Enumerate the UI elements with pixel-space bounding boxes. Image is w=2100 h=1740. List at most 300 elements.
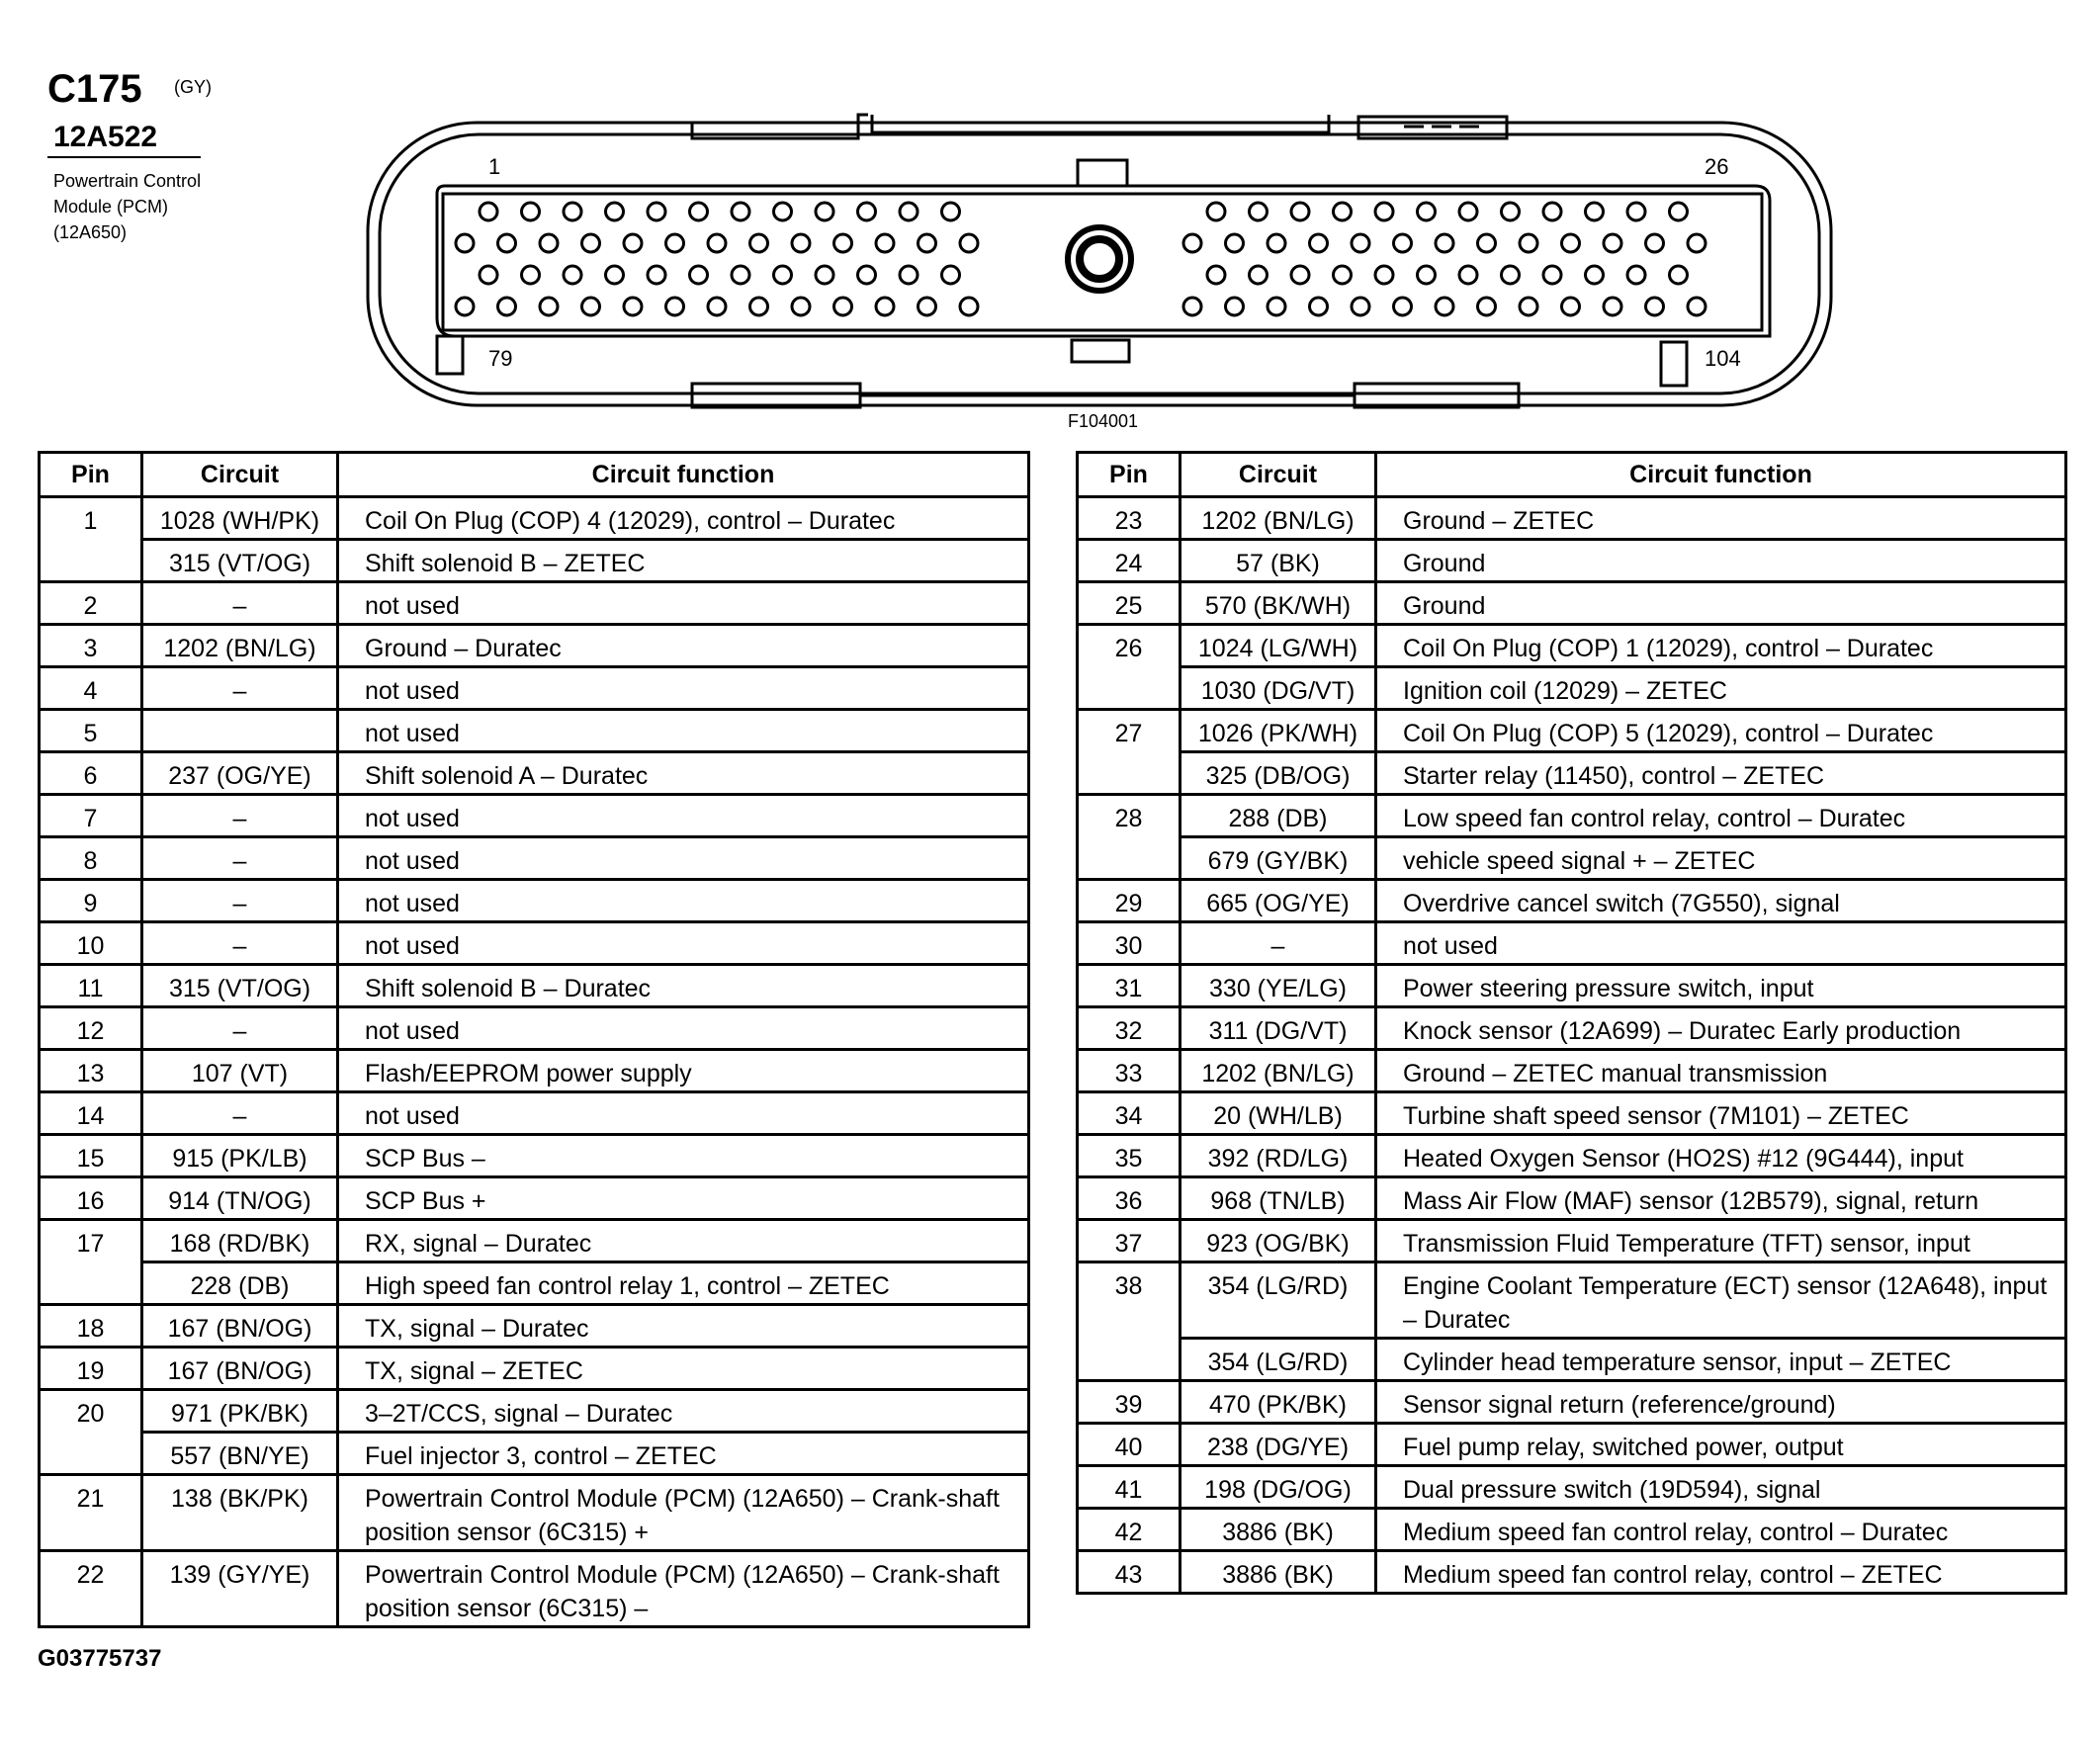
table-row bbox=[1078, 667, 2066, 710]
table-row bbox=[1078, 582, 2066, 625]
pin-number: 14 bbox=[40, 1092, 142, 1135]
table-row bbox=[1078, 710, 2066, 752]
table-row bbox=[1078, 1262, 2066, 1339]
table-row bbox=[1078, 965, 2066, 1007]
circuit-code: 1202 (BN/LG) bbox=[1181, 497, 1376, 540]
pin-number: 27 bbox=[1078, 710, 1181, 795]
table-row bbox=[1078, 752, 2066, 795]
latch-post-right bbox=[1661, 342, 1687, 386]
pin-hole bbox=[1436, 234, 1453, 252]
circuit-code: 1028 (WH/PK) bbox=[142, 497, 338, 540]
pin-hole bbox=[1226, 234, 1244, 252]
pin-hole bbox=[1459, 266, 1477, 284]
pin-number: 43 bbox=[1078, 1551, 1181, 1594]
table-row bbox=[40, 1135, 1029, 1177]
circuit-code: – bbox=[142, 1092, 338, 1135]
circuit-code: 1202 (BN/LG) bbox=[142, 625, 338, 667]
header-circuit: Circuit bbox=[1181, 453, 1376, 497]
circuit-function: 3–2T/CCS, signal – Duratec bbox=[338, 1390, 1029, 1433]
pin-number: 3 bbox=[40, 625, 142, 667]
connector-color: (GY) bbox=[174, 77, 212, 97]
circuit-function: Starter relay (11450), control – ZETEC bbox=[1376, 752, 2066, 795]
pin-hole bbox=[960, 298, 978, 315]
circuit-code: 107 (VT) bbox=[142, 1050, 338, 1092]
table-row bbox=[40, 582, 1029, 625]
circuit-function: Shift solenoid B – Duratec bbox=[338, 965, 1029, 1007]
circuit-function: Ground – Duratec bbox=[338, 625, 1029, 667]
table-row bbox=[40, 1305, 1029, 1348]
pin-number: 42 bbox=[1078, 1509, 1181, 1551]
circuit-code: 1024 (LG/WH) bbox=[1181, 625, 1376, 667]
pin-hole bbox=[792, 234, 810, 252]
pin-hole bbox=[1268, 234, 1285, 252]
table-row bbox=[1078, 1007, 2066, 1050]
circuit-function: Fuel pump relay, switched power, output bbox=[1376, 1424, 2066, 1466]
circuit-function: Shift solenoid B – ZETEC bbox=[338, 540, 1029, 582]
pin-hole bbox=[1562, 234, 1580, 252]
circuit-function: not used bbox=[338, 667, 1029, 710]
pin-hole bbox=[1310, 298, 1328, 315]
circuit-code: – bbox=[142, 795, 338, 837]
circuit-code: 679 (GY/BK) bbox=[1181, 837, 1376, 880]
pin-hole bbox=[564, 203, 581, 220]
circuit-code: 354 (LG/RD) bbox=[1181, 1262, 1376, 1339]
table-row bbox=[1078, 922, 2066, 965]
pin-number: 41 bbox=[1078, 1466, 1181, 1509]
pinout-table-left bbox=[38, 451, 1030, 1628]
circuit-function: not used bbox=[338, 582, 1029, 625]
circuit-function: Ignition coil (12029) – ZETEC bbox=[1376, 667, 2066, 710]
circuit-code: 167 (BN/OG) bbox=[142, 1348, 338, 1390]
circuit-code: 198 (DG/OG) bbox=[1181, 1466, 1376, 1509]
pin-hole bbox=[1502, 266, 1520, 284]
pin-hole bbox=[522, 203, 540, 220]
circuit-code: 392 (RD/LG) bbox=[1181, 1135, 1376, 1177]
circuit-function: Overdrive cancel switch (7G550), signal bbox=[1376, 880, 2066, 922]
pin-hole bbox=[1478, 298, 1496, 315]
circuit-code: – bbox=[142, 922, 338, 965]
pin-number: 2 bbox=[40, 582, 142, 625]
pin-number: 5 bbox=[40, 710, 142, 752]
table-row bbox=[1078, 1177, 2066, 1220]
circuit-code: 914 (TN/OG) bbox=[142, 1177, 338, 1220]
table-row bbox=[40, 1262, 1029, 1305]
pin-number: 15 bbox=[40, 1135, 142, 1177]
pin-hole bbox=[1670, 203, 1688, 220]
pin-hole bbox=[1375, 203, 1393, 220]
circuit-function: Mass Air Flow (MAF) sensor (12B579), signal, return bbox=[1376, 1177, 2066, 1220]
circuit-code: 325 (DB/OG) bbox=[1181, 752, 1376, 795]
circuit-function: Shift solenoid A – Duratec bbox=[338, 752, 1029, 795]
pin-number: 36 bbox=[1078, 1177, 1181, 1220]
pin-hole bbox=[1627, 266, 1645, 284]
pin-label-1: 1 bbox=[488, 154, 501, 179]
pin-number: 28 bbox=[1078, 795, 1181, 880]
table-row bbox=[40, 1475, 1029, 1551]
pin-hole bbox=[919, 234, 936, 252]
pin-hole bbox=[1334, 266, 1352, 284]
pin-hole bbox=[919, 298, 936, 315]
circuit-function: Knock sensor (12A699) – Duratec Early production bbox=[1376, 1007, 2066, 1050]
pin-hole bbox=[1586, 203, 1604, 220]
table-row bbox=[40, 667, 1029, 710]
center-key-bottom bbox=[1072, 340, 1129, 362]
circuit-code: 237 (OG/YE) bbox=[142, 752, 338, 795]
pin-hole bbox=[1310, 234, 1328, 252]
pin-number: 12 bbox=[40, 1007, 142, 1050]
pin-hole bbox=[1207, 266, 1225, 284]
table-row bbox=[40, 795, 1029, 837]
circuit-code: 915 (PK/LB) bbox=[142, 1135, 338, 1177]
circuit-function: not used bbox=[338, 710, 1029, 752]
pin-hole bbox=[816, 203, 833, 220]
circuit-function: High speed fan control relay 1, control – ZETEC bbox=[338, 1262, 1029, 1305]
circuit-function: not used bbox=[338, 795, 1029, 837]
pin-hole bbox=[834, 298, 852, 315]
table-row bbox=[40, 1220, 1029, 1262]
circuit-function: Sensor signal return (reference/ground) bbox=[1376, 1381, 2066, 1424]
pin-hole bbox=[1268, 298, 1285, 315]
circuit-function: Fuel injector 3, control – ZETEC bbox=[338, 1433, 1029, 1475]
pin-number: 4 bbox=[40, 667, 142, 710]
page-code: G03775737 bbox=[38, 1645, 162, 1672]
pin-number: 20 bbox=[40, 1390, 142, 1475]
pin-hole bbox=[1586, 266, 1604, 284]
pin-hole bbox=[456, 298, 474, 315]
circuit-function: Medium speed fan control relay, control – Duratec bbox=[1376, 1509, 2066, 1551]
pin-number: 32 bbox=[1078, 1007, 1181, 1050]
circuit-code: 1026 (PK/WH) bbox=[1181, 710, 1376, 752]
table-row bbox=[40, 922, 1029, 965]
pin-hole bbox=[750, 234, 768, 252]
pin-number: 38 bbox=[1078, 1262, 1181, 1381]
table-row bbox=[1078, 1050, 2066, 1092]
pin-hole bbox=[1478, 234, 1496, 252]
pin-number: 24 bbox=[1078, 540, 1181, 582]
circuit-code: 330 (YE/LG) bbox=[1181, 965, 1376, 1007]
pin-number: 18 bbox=[40, 1305, 142, 1348]
circuit-code: 139 (GY/YE) bbox=[142, 1551, 338, 1627]
circuit-function: Coil On Plug (COP) 1 (12029), control – Duratec bbox=[1376, 625, 2066, 667]
table-row bbox=[40, 1551, 1029, 1627]
connector-part-number: 12A522 bbox=[53, 121, 158, 153]
circuit-code: 288 (DB) bbox=[1181, 795, 1376, 837]
pin-hole bbox=[1627, 203, 1645, 220]
table-row bbox=[40, 752, 1029, 795]
pin-hole bbox=[876, 234, 894, 252]
pin-hole bbox=[480, 203, 497, 220]
circuit-function: Coil On Plug (COP) 5 (12029), control – Duratec bbox=[1376, 710, 2066, 752]
bottom-tab-right bbox=[1355, 384, 1519, 407]
circuit-function: not used bbox=[338, 1092, 1029, 1135]
circuit-code: 315 (VT/OG) bbox=[142, 540, 338, 582]
description-line: Powertrain Control bbox=[53, 171, 202, 191]
table-row bbox=[40, 965, 1029, 1007]
table-row bbox=[40, 837, 1029, 880]
table-row bbox=[40, 880, 1029, 922]
pin-hole bbox=[666, 298, 684, 315]
pin-number: 16 bbox=[40, 1177, 142, 1220]
circuit-function: Heated Oxygen Sensor (HO2S) #12 (9G444), input bbox=[1376, 1135, 2066, 1177]
pin-hole bbox=[1646, 234, 1664, 252]
pin-hole bbox=[1646, 298, 1664, 315]
circuit-code: – bbox=[142, 1007, 338, 1050]
bottom-tab-left bbox=[692, 384, 860, 407]
circuit-code: 968 (TN/LB) bbox=[1181, 1177, 1376, 1220]
circuit-code: 238 (DG/YE) bbox=[1181, 1424, 1376, 1466]
pin-hole bbox=[816, 266, 833, 284]
center-key-top bbox=[1078, 160, 1127, 186]
circuit-function: not used bbox=[1376, 922, 2066, 965]
circuit-code: 138 (BK/PK) bbox=[142, 1475, 338, 1551]
pin-hole bbox=[708, 298, 726, 315]
pin-hole bbox=[858, 203, 876, 220]
circuit-code: 470 (PK/BK) bbox=[1181, 1381, 1376, 1424]
connector-id: C175 bbox=[47, 67, 142, 111]
pinout-table-right bbox=[1076, 451, 2067, 1595]
pin-hole bbox=[1375, 266, 1393, 284]
circuit-code: 20 (WH/LB) bbox=[1181, 1092, 1376, 1135]
circuit-code: 1202 (BN/LG) bbox=[1181, 1050, 1376, 1092]
description-line: (12A650) bbox=[53, 222, 128, 242]
pin-hole bbox=[900, 266, 918, 284]
circuit-code: – bbox=[142, 667, 338, 710]
circuit-code: 557 (BN/YE) bbox=[142, 1433, 338, 1475]
circuit-function: Engine Coolant Temperature (ECT) sensor (12A648), input – Duratec bbox=[1376, 1262, 2066, 1339]
circuit-code: 354 (LG/RD) bbox=[1181, 1339, 1376, 1381]
table-row bbox=[40, 497, 1029, 540]
circuit-function: Cylinder head temperature sensor, input – ZETEC bbox=[1376, 1339, 2066, 1381]
pin-hole bbox=[1502, 203, 1520, 220]
table-row bbox=[1078, 1551, 2066, 1594]
pin-hole bbox=[1183, 234, 1201, 252]
pin-hole bbox=[1207, 203, 1225, 220]
pin-hole bbox=[774, 203, 792, 220]
circuit-code: 315 (VT/OG) bbox=[142, 965, 338, 1007]
circuit-function: Dual pressure switch (19D594), signal bbox=[1376, 1466, 2066, 1509]
pin-number: 30 bbox=[1078, 922, 1181, 965]
circuit-function: not used bbox=[338, 880, 1029, 922]
pin-hole bbox=[1543, 203, 1561, 220]
circuit-function: Coil On Plug (COP) 4 (12029), control – Duratec bbox=[338, 497, 1029, 540]
circuit-code: 228 (DB) bbox=[142, 1262, 338, 1305]
pin-hole bbox=[1562, 298, 1580, 315]
circuit-function: SCP Bus + bbox=[338, 1177, 1029, 1220]
circuit-code: – bbox=[142, 582, 338, 625]
pin-label-104: 104 bbox=[1705, 346, 1741, 371]
pin-number: 34 bbox=[1078, 1092, 1181, 1135]
pin-hole bbox=[1250, 203, 1268, 220]
pin-label-26: 26 bbox=[1705, 154, 1729, 179]
pin-hole bbox=[606, 203, 624, 220]
header-pin: Pin bbox=[1078, 453, 1181, 497]
pin-hole bbox=[708, 234, 726, 252]
header-circuit: Circuit bbox=[142, 453, 338, 497]
circuit-code: 1030 (DG/VT) bbox=[1181, 667, 1376, 710]
circuit-code: – bbox=[142, 837, 338, 880]
pin-hole bbox=[1418, 203, 1436, 220]
circuit-function: RX, signal – Duratec bbox=[338, 1220, 1029, 1262]
circuit-function: Medium speed fan control relay, control – ZETEC bbox=[1376, 1551, 2066, 1594]
table-row bbox=[1078, 625, 2066, 667]
pin-hole bbox=[834, 234, 852, 252]
pin-number: 35 bbox=[1078, 1135, 1181, 1177]
description-line: Module (PCM) bbox=[53, 197, 169, 217]
circuit-function: Ground – ZETEC bbox=[1376, 497, 2066, 540]
circuit-function: Ground bbox=[1376, 540, 2066, 582]
pin-number: 19 bbox=[40, 1348, 142, 1390]
table-row bbox=[40, 540, 1029, 582]
circuit-code: 3886 (BK) bbox=[1181, 1509, 1376, 1551]
pin-hole bbox=[690, 266, 708, 284]
pin-number: 10 bbox=[40, 922, 142, 965]
pin-number: 37 bbox=[1078, 1220, 1181, 1262]
pin-hole bbox=[624, 298, 642, 315]
table-row bbox=[1078, 880, 2066, 922]
table-row bbox=[40, 1092, 1029, 1135]
table-row bbox=[40, 1007, 1029, 1050]
pin-number: 26 bbox=[1078, 625, 1181, 710]
pin-hole bbox=[1543, 266, 1561, 284]
pin-hole bbox=[582, 298, 600, 315]
header-pin: Pin bbox=[40, 453, 142, 497]
pin-hole bbox=[498, 234, 516, 252]
pin-hole bbox=[858, 266, 876, 284]
circuit-function: TX, signal – ZETEC bbox=[338, 1348, 1029, 1390]
pin-hole bbox=[648, 266, 665, 284]
circuit-function: SCP Bus – bbox=[338, 1135, 1029, 1177]
pin-hole bbox=[1436, 298, 1453, 315]
circuit-code: 923 (OG/BK) bbox=[1181, 1220, 1376, 1262]
latch-post-left bbox=[437, 336, 463, 374]
table-row bbox=[1078, 1381, 2066, 1424]
pin-number: 13 bbox=[40, 1050, 142, 1092]
pin-hole bbox=[540, 298, 558, 315]
pin-hole bbox=[1291, 203, 1309, 220]
pin-hole bbox=[1352, 234, 1369, 252]
circuit-function: Powertrain Control Module (PCM) (12A650) – Crank-shaft position sensor (6C315) + bbox=[338, 1475, 1029, 1551]
pin-hole bbox=[1394, 298, 1412, 315]
circuit-code: – bbox=[142, 880, 338, 922]
pin-hole bbox=[456, 234, 474, 252]
pin-hole bbox=[1459, 203, 1477, 220]
pin-hole bbox=[648, 203, 665, 220]
table-row bbox=[1078, 1092, 2066, 1135]
pin-hole bbox=[1226, 298, 1244, 315]
pin-hole bbox=[732, 203, 749, 220]
circuit-function: not used bbox=[338, 1007, 1029, 1050]
circuit-function: Ground – ZETEC manual transmission bbox=[1376, 1050, 2066, 1092]
pin-hole bbox=[1291, 266, 1309, 284]
pin-hole bbox=[690, 203, 708, 220]
pin-number: 22 bbox=[40, 1551, 142, 1627]
pin-hole bbox=[1334, 203, 1352, 220]
circuit-function: not used bbox=[338, 837, 1029, 880]
pin-hole bbox=[1688, 298, 1706, 315]
pin-number: 39 bbox=[1078, 1381, 1181, 1424]
pin-hole bbox=[774, 266, 792, 284]
circuit-function: Flash/EEPROM power supply bbox=[338, 1050, 1029, 1092]
pin-number: 40 bbox=[1078, 1424, 1181, 1466]
circuit-code: – bbox=[1181, 922, 1376, 965]
pin-hole bbox=[1670, 266, 1688, 284]
circuit-code: 311 (DG/VT) bbox=[1181, 1007, 1376, 1050]
pin-hole bbox=[522, 266, 540, 284]
circuit-code: 168 (RD/BK) bbox=[142, 1220, 338, 1262]
pin-hole bbox=[1352, 298, 1369, 315]
table-row bbox=[1078, 1339, 2066, 1381]
pin-hole bbox=[498, 298, 516, 315]
pin-hole bbox=[1418, 266, 1436, 284]
table-row bbox=[40, 1390, 1029, 1433]
pin-hole bbox=[564, 266, 581, 284]
figure-code: F104001 bbox=[1068, 411, 1139, 431]
pin-hole bbox=[582, 234, 600, 252]
table-row bbox=[40, 1050, 1029, 1092]
table-row bbox=[40, 1177, 1029, 1220]
table-row bbox=[1078, 1220, 2066, 1262]
pin-number: 8 bbox=[40, 837, 142, 880]
pin-number: 9 bbox=[40, 880, 142, 922]
pin-number: 23 bbox=[1078, 497, 1181, 540]
pin-hole bbox=[792, 298, 810, 315]
circuit-code: 665 (OG/YE) bbox=[1181, 880, 1376, 922]
pin-hole bbox=[1688, 234, 1706, 252]
circuit-code: 3886 (BK) bbox=[1181, 1551, 1376, 1594]
pin-hole bbox=[1394, 234, 1412, 252]
pin-hole bbox=[876, 298, 894, 315]
pin-hole bbox=[606, 266, 624, 284]
circuit-function: Low speed fan control relay, control – Duratec bbox=[1376, 795, 2066, 837]
pin-hole bbox=[540, 234, 558, 252]
table-row bbox=[1078, 1466, 2066, 1509]
header-function: Circuit function bbox=[338, 453, 1029, 497]
header-function: Circuit function bbox=[1376, 453, 2066, 497]
pin-label-79: 79 bbox=[488, 346, 513, 371]
pin-hole bbox=[1183, 298, 1201, 315]
circuit-code: 971 (PK/BK) bbox=[142, 1390, 338, 1433]
pin-hole bbox=[624, 234, 642, 252]
pin-hole bbox=[900, 203, 918, 220]
table-row bbox=[40, 625, 1029, 667]
pin-hole bbox=[942, 266, 960, 284]
circuit-function: TX, signal – Duratec bbox=[338, 1305, 1029, 1348]
circuit-function: Turbine shaft speed sensor (7M101) – ZETEC bbox=[1376, 1092, 2066, 1135]
housing-inner-outline bbox=[380, 134, 1819, 393]
pin-number: 6 bbox=[40, 752, 142, 795]
circuit-code: 570 (BK/WH) bbox=[1181, 582, 1376, 625]
pin-hole bbox=[750, 298, 768, 315]
pin-hole bbox=[1520, 298, 1537, 315]
pin-number: 11 bbox=[40, 965, 142, 1007]
pin-hole bbox=[942, 203, 960, 220]
table-row bbox=[40, 710, 1029, 752]
pin-hole bbox=[1520, 234, 1537, 252]
circuit-function: not used bbox=[338, 922, 1029, 965]
table-row bbox=[1078, 497, 2066, 540]
pin-number: 31 bbox=[1078, 965, 1181, 1007]
circuit-code: 167 (BN/OG) bbox=[142, 1305, 338, 1348]
circuit-function: Power steering pressure switch, input bbox=[1376, 965, 2066, 1007]
table-row bbox=[1078, 795, 2066, 837]
pin-number: 25 bbox=[1078, 582, 1181, 625]
circuit-function: Transmission Fluid Temperature (TFT) sensor, input bbox=[1376, 1220, 2066, 1262]
connector-face-diagram bbox=[0, 0, 2100, 435]
circuit-function: Ground bbox=[1376, 582, 2066, 625]
table-row bbox=[40, 1348, 1029, 1390]
circuit-code bbox=[142, 710, 338, 752]
circuit-code: 57 (BK) bbox=[1181, 540, 1376, 582]
